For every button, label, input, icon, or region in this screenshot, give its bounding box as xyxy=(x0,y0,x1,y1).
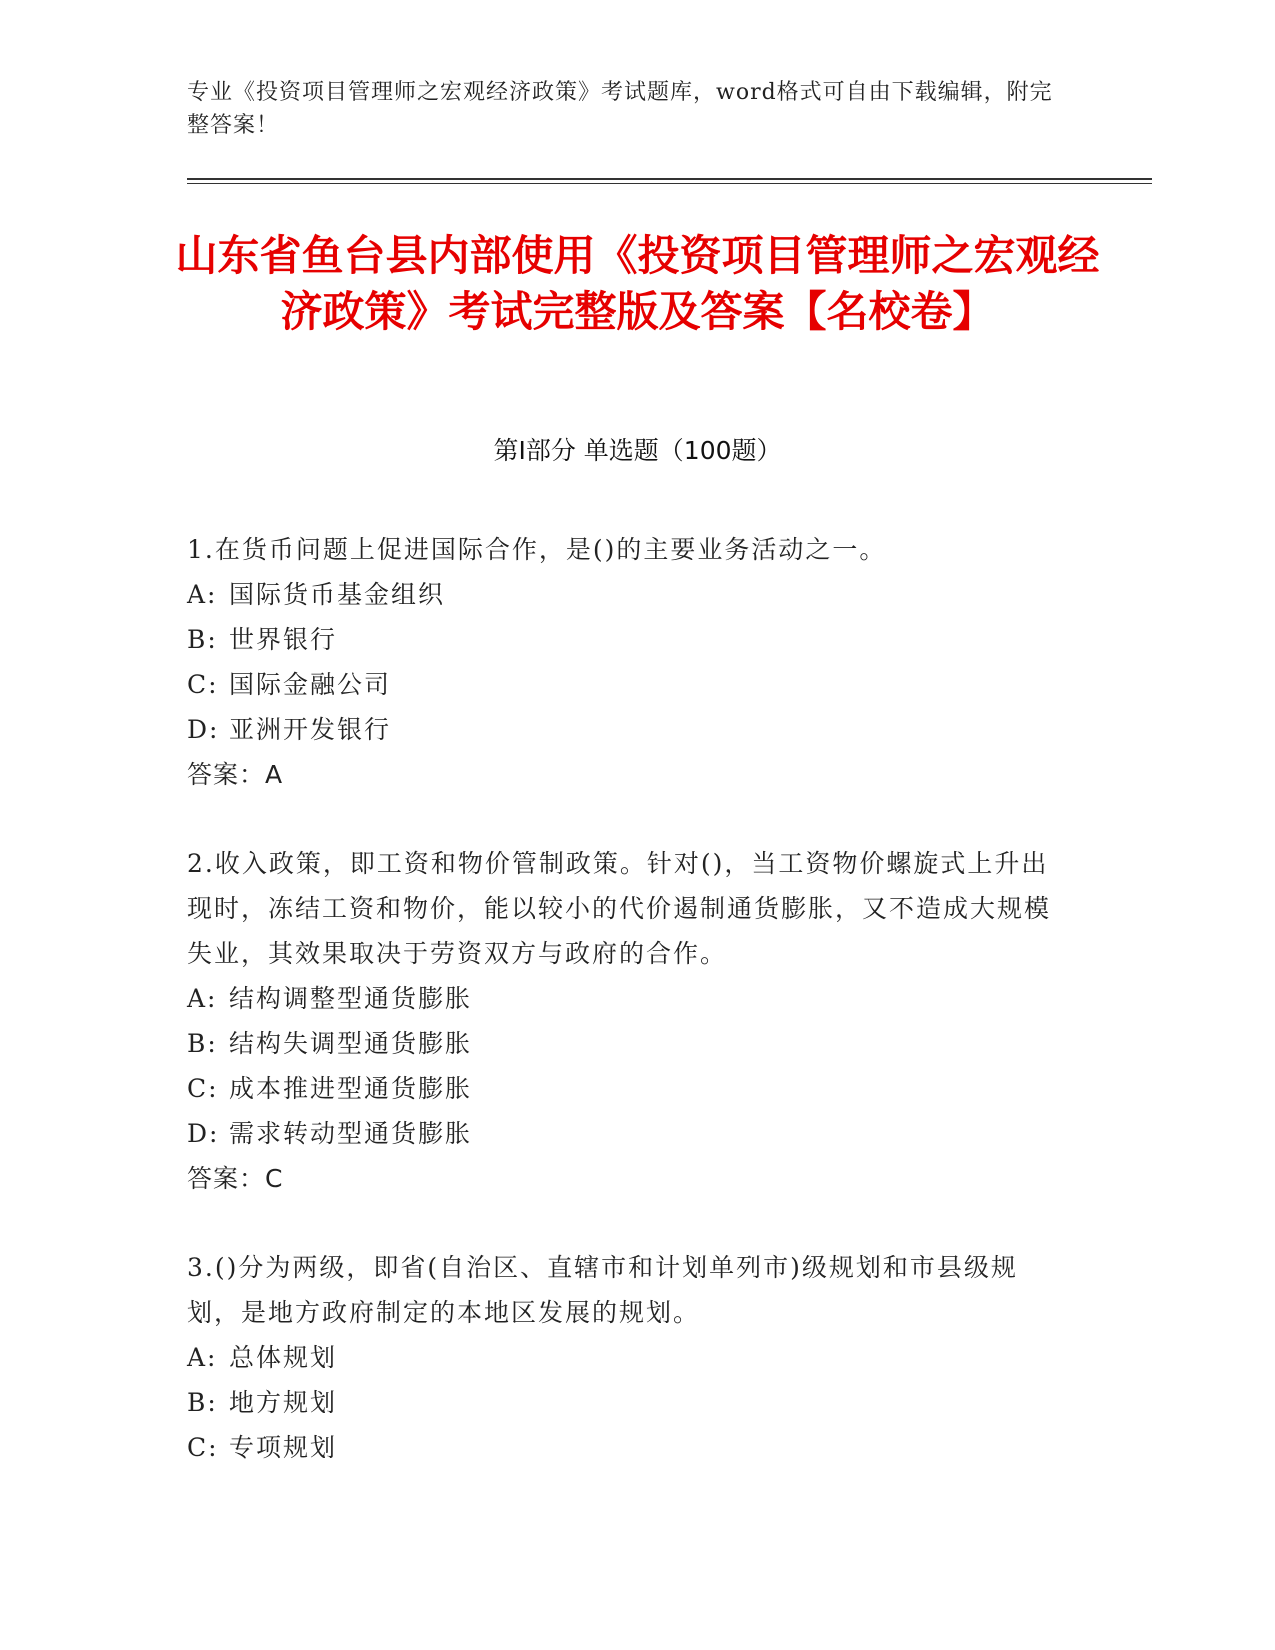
question-stem: 2.收入政策，即工资和物价管制政策。针对()，当工资物价螺旋式上升出现时，冻结工资和物价，能以较小的代价遏制通货膨胀，又不造成大规模失业，其效果取决于劳资双方与政府的合作。 xyxy=(187,849,1052,968)
question-stem: 1.在货币问题上促进国际合作，是()的主要业务活动之一。 xyxy=(187,535,887,564)
option-key: B: xyxy=(187,1029,218,1058)
option-a xyxy=(187,976,1067,1021)
option-text: 国际金融公司 xyxy=(229,670,392,699)
option-key: C: xyxy=(187,1074,219,1103)
option-key: A: xyxy=(187,984,218,1013)
question-3 xyxy=(187,1245,1067,1470)
option-text: 亚洲开发银行 xyxy=(229,715,392,744)
option-key: C: xyxy=(187,670,219,699)
document-title: 山东省鱼台县内部使用《投资项目管理师之宏观经济政策》考试完整版及答案【名校卷】 xyxy=(175,231,1100,336)
option-text: 专项规划 xyxy=(229,1433,338,1462)
answer: 答案：C xyxy=(187,1164,284,1193)
option-key: D: xyxy=(187,1119,220,1148)
option-d xyxy=(187,707,1067,752)
header-note: 专业《投资项目管理师之宏观经济政策》考试题库，word格式可自由下载编辑，附完整答案！ xyxy=(187,80,1053,138)
header-rule-thin xyxy=(187,183,1152,184)
option-c xyxy=(187,662,1067,707)
question-1 xyxy=(187,527,1067,797)
option-key: A: xyxy=(187,1343,218,1372)
option-text: 总体规划 xyxy=(229,1343,338,1372)
option-b xyxy=(187,617,1067,662)
option-a xyxy=(187,1335,1067,1380)
answer: 答案：A xyxy=(187,760,284,789)
question-list xyxy=(187,527,1067,1514)
question-2 xyxy=(187,841,1067,1201)
option-c xyxy=(187,1066,1067,1111)
section-heading: 第Ⅰ部分 单选题（100题） xyxy=(493,436,782,465)
option-d xyxy=(187,1111,1067,1156)
option-key: A: xyxy=(187,580,218,609)
option-c xyxy=(187,1425,1067,1470)
option-text: 成本推进型通货膨胀 xyxy=(229,1074,473,1103)
option-key: C: xyxy=(187,1433,219,1462)
option-key: D: xyxy=(187,715,220,744)
option-text: 需求转动型通货膨胀 xyxy=(229,1119,473,1148)
option-text: 结构调整型通货膨胀 xyxy=(229,984,473,1013)
header-rule-thick xyxy=(187,178,1152,180)
option-text: 结构失调型通货膨胀 xyxy=(229,1029,473,1058)
question-stem: 3.()分为两级，即省(自治区、直辖市和计划单列市)级规划和市县级规划，是地方政府制定的本地区发展的规划。 xyxy=(187,1253,1018,1327)
option-text: 世界银行 xyxy=(229,625,338,654)
option-text: 地方规划 xyxy=(229,1388,338,1417)
option-text: 国际货币基金组织 xyxy=(229,580,446,609)
option-b xyxy=(187,1021,1067,1066)
option-key: B: xyxy=(187,625,218,654)
option-b xyxy=(187,1380,1067,1425)
option-a xyxy=(187,572,1067,617)
option-key: B: xyxy=(187,1388,218,1417)
